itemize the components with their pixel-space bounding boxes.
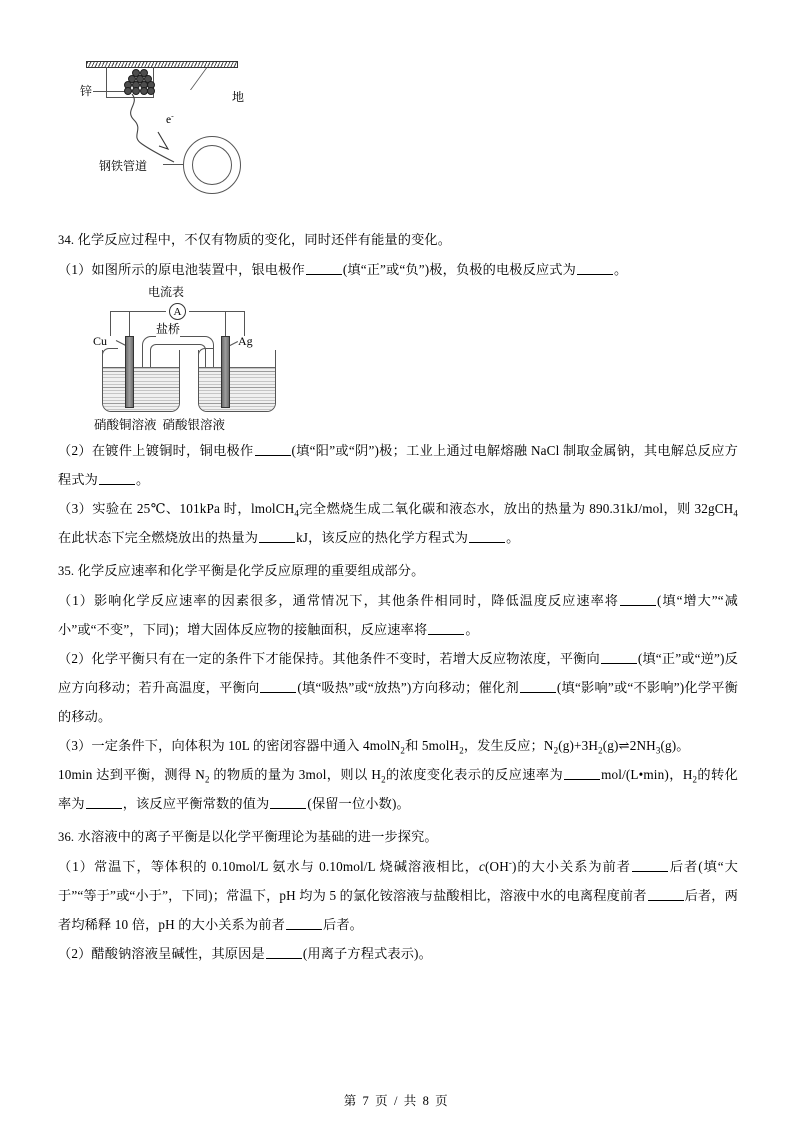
q36-p1-text-d: 后者(填“大于”“等于”或“小于”，下同)；常温下，pH 均为 5 的氯化铵溶液与盐酸相比，溶液中水的电离程度前者 [58,859,738,903]
question-36-stem [58,822,738,852]
q35-p3-sub-5: 3 [655,745,661,756]
copper-electrode-label: Cu [93,334,108,348]
question-36-part-2 [58,939,738,968]
q36-p2-text-b: (用离子方程式表示)。 [302,946,432,961]
beaker-left [102,350,180,412]
left-solution-label: 硝酸铜溶液 [94,418,157,432]
ground-label: 地 [232,90,245,104]
figure-galvanic-cell [80,284,330,436]
q35-p4-text-c: 的浓度变化表示的反应速率为 [385,767,564,782]
q34-p3-text-c: 在此状态下完全燃烧放出的热量为 [58,530,259,545]
q35-p4-sub-2: 2 [381,774,386,785]
ground-label-leader [190,68,239,90]
answer-blank[interactable] [520,680,556,693]
ammeter-symbol: A [169,303,186,320]
q35-p4-text-a: 10min 达到平衡，测得 N [58,767,205,782]
silver-electrode [221,336,230,408]
q34-p1-text-b: (填“正”或“负”)极，负极的电极反应式为 [342,262,576,277]
q35-p3-text-b: 和 5molH [405,738,460,753]
answer-blank[interactable] [270,796,306,809]
q36-p1-text-a: （1）常温下，等体积的 0.10mol/L 氨水与 0.10mol/L 烧碱溶液相比， [58,859,479,874]
electron-label: e- [166,111,174,126]
answer-blank[interactable] [577,262,613,275]
question-36-stem-text: 水溶液中的离子平衡是以化学平衡理论为基础的进一步探究。 [77,829,438,844]
question-35-part-4 [58,760,738,818]
silver-electrode-label: Ag [238,334,253,348]
zinc-label: 锌 [80,84,93,98]
q35-p3-text-c: ，发生反应；N [463,738,554,753]
steel-pipe-inner-wall [192,145,232,185]
steel-pipe-label-leader [163,164,183,165]
q35-p1-text-c: 。 [465,622,479,637]
answer-blank[interactable] [266,946,302,959]
concentration-symbol: c [478,859,485,874]
q34-p3-text-d: kJ，该反应的热化学方程式为 [296,530,469,545]
beaker-right-solution [199,367,275,412]
answer-blank[interactable] [99,472,135,485]
beaker-left-solution [103,367,179,412]
q35-p3-text-f: 2NH [629,738,656,753]
solution-labels [94,415,294,433]
q34-p1-text-c: 。 [614,262,628,277]
q35-p1-text-b: (填“增大”“减小”或“不变”，下同)；增大固体反应物的接触面积，反应速率将 [58,593,738,637]
question-35-stem [58,556,738,586]
question-36-number: 36. [58,830,75,844]
answer-blank[interactable] [601,651,637,664]
q36-p1-text-e: 后者，两者均稀释 10 倍，pH 的大小关系为前者 [58,888,738,932]
answer-blank[interactable] [260,680,296,693]
q36-p2-text-a: （2）醋酸钠溶液呈碱性，其原因是 [58,946,265,961]
equilibrium-arrow-icon: ⇌ [618,738,630,753]
q34-p2-text-b: (填“阳”或“阴”)极；工业上通过电解熔融 NaCl 制取金属钠，其电解总反应方程式为 [58,443,739,487]
answer-blank[interactable] [306,262,342,275]
answer-blank[interactable] [286,917,322,930]
q35-p4-text-b: 的物质的量为 3mol，则以 H [209,767,382,782]
hydroxide-charge: - [508,857,513,868]
q35-p3-text-g: (g)。 [660,738,690,753]
q35-p4-sub-3: 2 [692,774,698,785]
q35-p3-sub-3: 2 [553,745,559,756]
q34-p1-text-a: （1）如图所示的原电池装置中，银电极作 [58,262,305,277]
question-36-part-1 [58,852,738,939]
beaker-left-lip [102,348,118,355]
question-35-part-3 [58,731,738,760]
copper-electrode [125,336,134,408]
right-solution-label: 硝酸银溶液 [162,418,226,432]
q34-p3-sub-1: 4 [294,508,300,519]
q35-p3-text-a: （3）一定条件下，向体积为 10L 的密闭容器中通入 4molN [58,738,401,753]
answer-blank[interactable] [648,888,684,901]
q35-p3-sub-4: 2 [598,745,603,756]
answer-blank[interactable] [632,859,668,872]
answer-blank[interactable] [620,593,656,606]
question-35-part-1 [58,586,738,644]
question-34-part-3 [58,494,738,552]
question-34-stem [58,225,738,255]
q35-p2-text-a: （2）化学平衡只有在一定的条件下才能保持。其他条件不变时，若增大反应物浓度，平衡向 [58,651,600,666]
q34-p2-text-c: 。 [136,472,150,487]
question-35-number: 35. [58,564,75,578]
ammeter-label: 电流表 [148,285,185,299]
beaker-right [198,350,276,412]
answer-blank[interactable] [469,530,505,543]
q35-p4-text-d: mol/(L•min)，H [601,767,693,782]
q34-p3-text-a: （3）实验在 25℃、101kPa 时，lmolCH [58,501,295,516]
q35-p1-text-a: （1）影响化学反应速率的因素很多，通常情况下，其他条件相同时，降低温度反应速率将 [58,593,619,608]
question-34-number: 34. [58,233,75,247]
answer-blank[interactable] [86,796,122,809]
q35-p3-sub-2: 2 [459,745,464,756]
question-34-part-2 [58,436,738,494]
q36-p1-text-f: 后者。 [322,917,363,932]
q34-p3-sub-2: 4 [733,508,738,519]
q35-p3-text-d: (g)+3H [558,738,599,753]
page-footer: 第 7 页 / 共 8 页 [343,1094,450,1108]
answer-blank[interactable] [255,443,291,456]
q35-p3-text-e: (g) [602,738,619,753]
q34-p2-text-a: （2）在镀件上镀铜时，铜电极作 [58,443,254,458]
q36-p1-text-b: (OH [485,859,509,874]
figure-cathodic-protection [66,36,316,221]
question-35-part-2 [58,644,738,731]
right-electrode-lead [225,311,226,339]
steel-pipe-label: 钢铁管道 [99,159,148,173]
q35-p4-text-f: ，该反应平衡常数的值为 [122,796,270,811]
beaker-right-lip [198,348,214,355]
left-electrode-lead [129,311,130,339]
answer-blank[interactable] [259,530,295,543]
question-34-part-1 [58,255,738,284]
q35-p3-sub-1: 2 [400,745,406,756]
q34-p3-text-b: 完全燃烧生成二氧化碳和液态水，放出的热量为 890.31kJ/mol，则 32gCH [299,501,734,516]
page-content [58,36,738,968]
zinc-block [122,69,154,97]
answer-blank[interactable] [428,622,464,635]
answer-blank[interactable] [564,767,600,780]
q35-p2-text-b: (填“正”或“逆”)反应方向移动；若升高温度，平衡向 [58,651,738,695]
question-35-stem-text: 化学反应速率和化学平衡是化学反应原理的重要组成部分。 [77,563,425,578]
q35-p4-text-g: (保留一位小数)。 [307,796,410,811]
question-34-stem-text: 化学反应过程中，不仅有物质的变化，同时还伴有能量的变化。 [77,232,452,247]
q35-p2-text-c: (填“吸热”或“放热”)方向移动；催化剂 [297,680,519,695]
q35-p4-sub-1: 2 [204,774,210,785]
q36-p1-text-b2: )的大小关系为前者 [512,859,631,874]
q34-p3-text-e: 。 [506,530,520,545]
q35-p2-text-d: (填“影响”或“不影响”)化学平衡的移动。 [58,680,739,724]
q35-p4-text-e: 的转化率为 [58,767,739,811]
salt-bridge-label: 盐桥 [156,322,181,336]
